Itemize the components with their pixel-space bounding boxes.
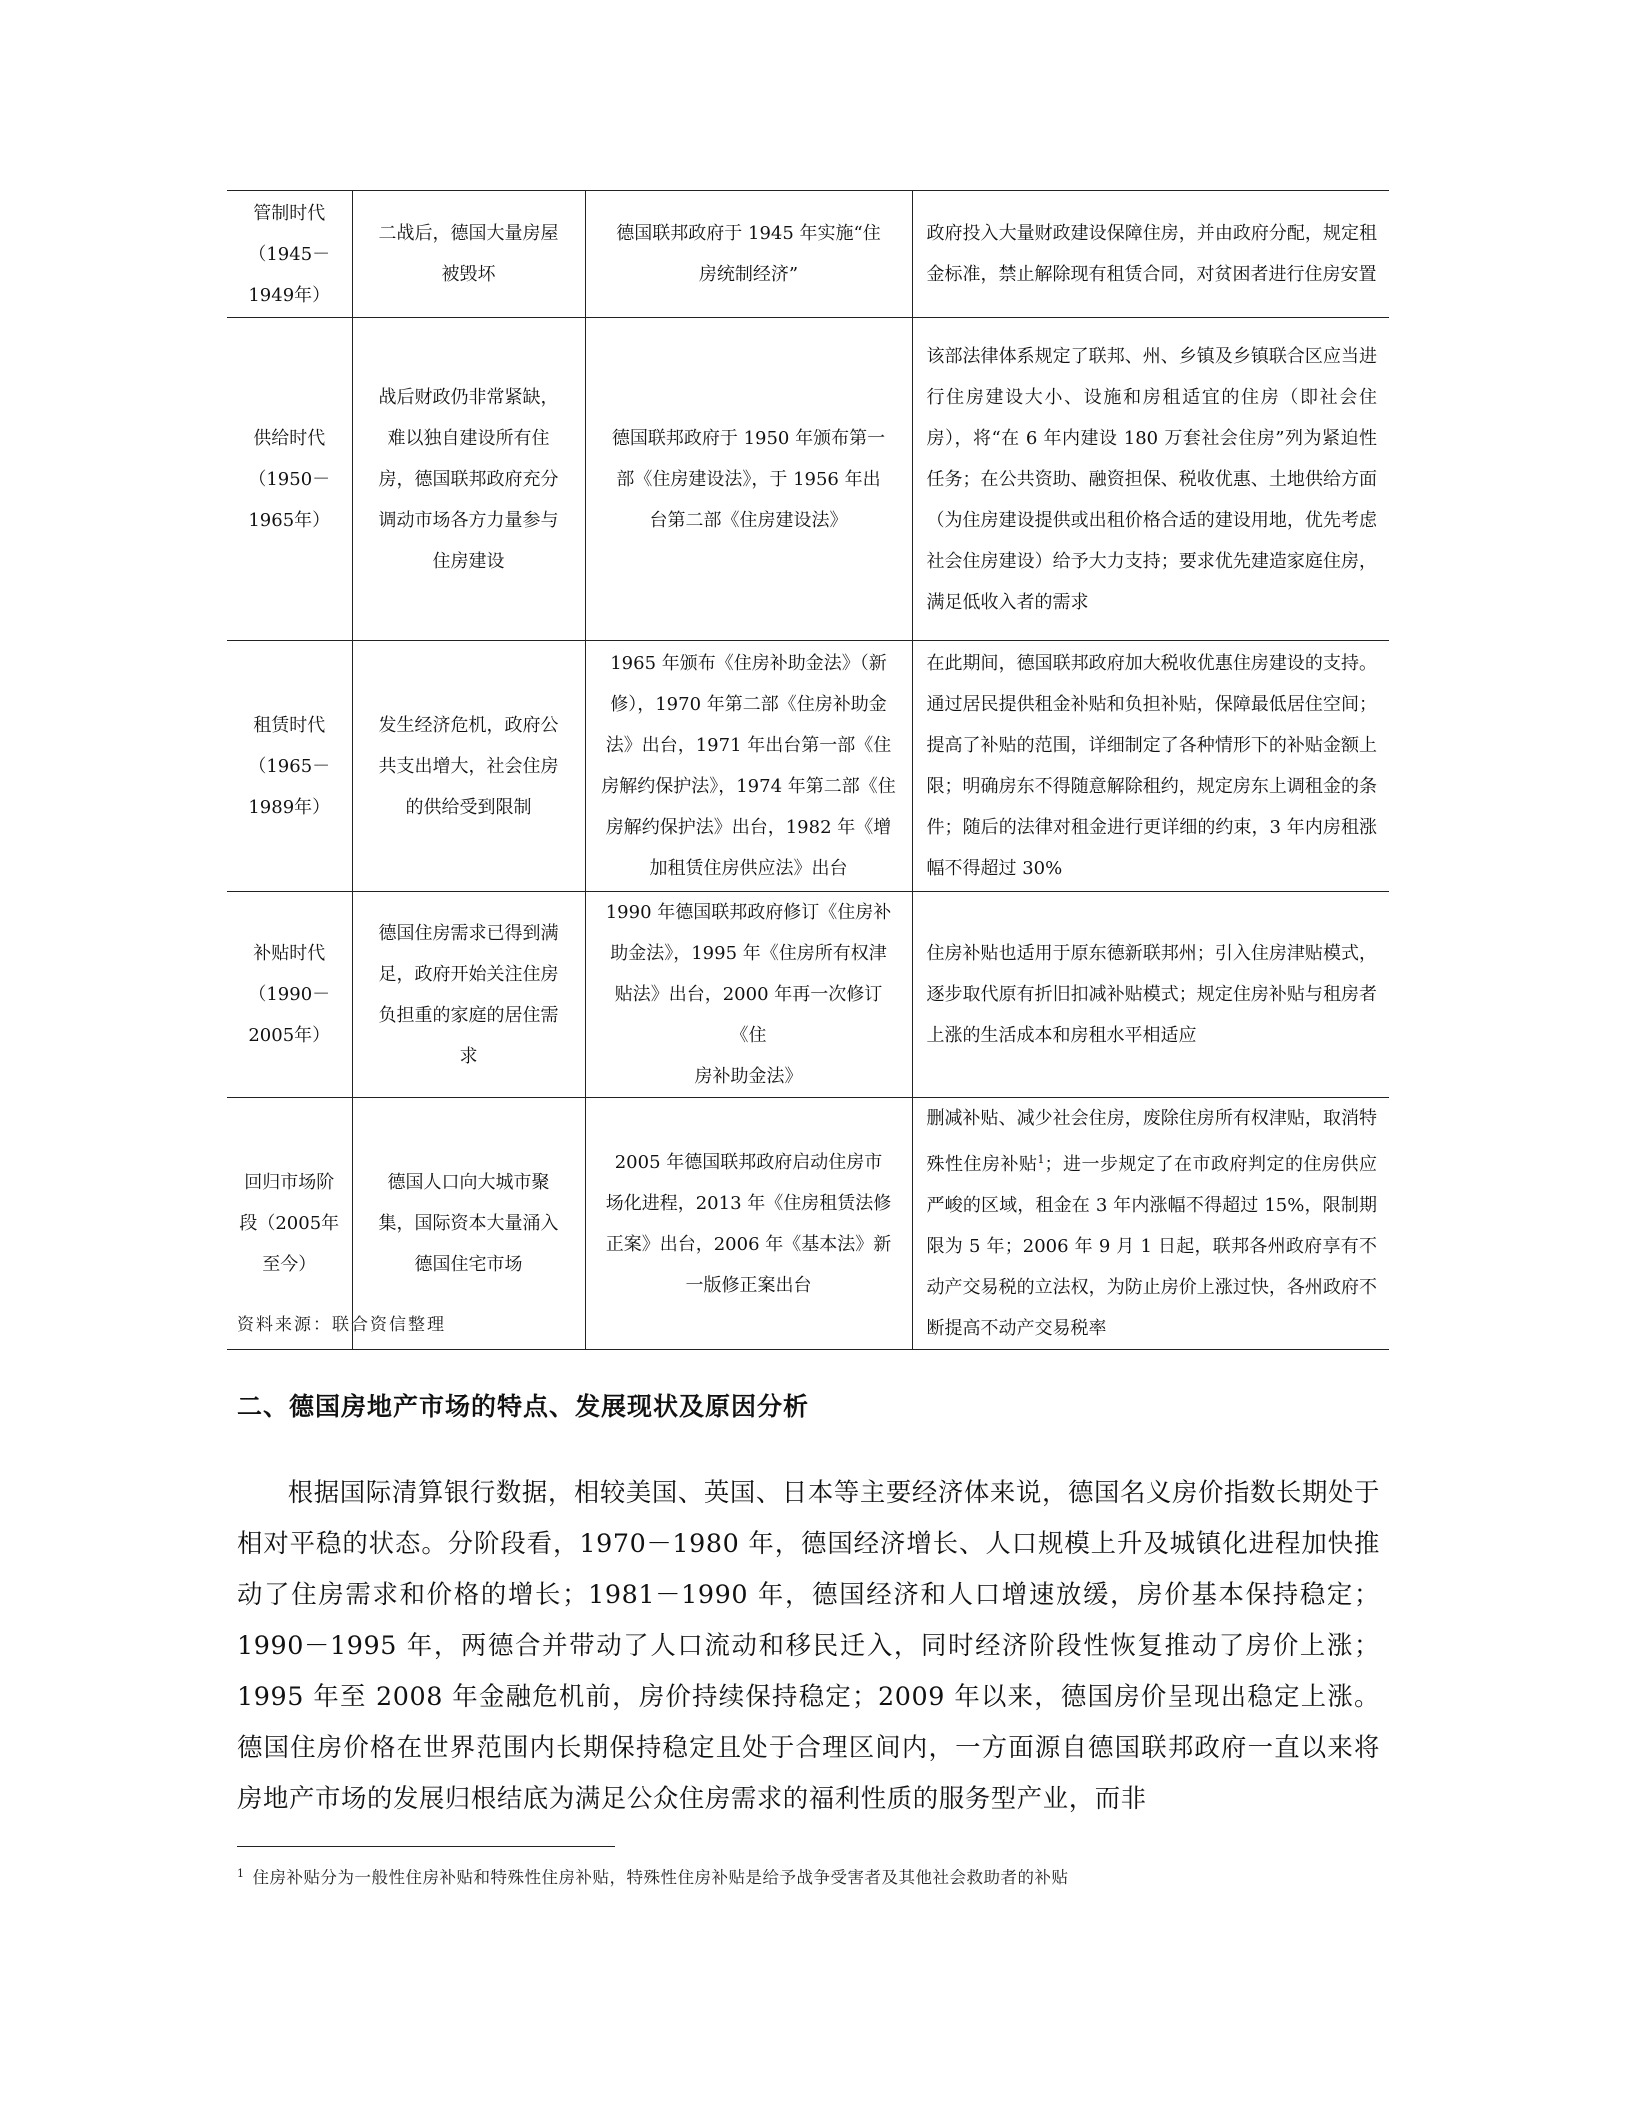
- content-text-part1: 删减补贴、减少社会住房，废除住房所有权津贴，取消特殊性住房补贴: [926, 1108, 1377, 1175]
- background-text: 二战后，德国大量房屋 被毁坏: [378, 223, 559, 285]
- period-cell: [227, 318, 352, 641]
- background-text: 德国住房需求已得到满 足，政府开始关注住房 负担重的家庭的居住需 求: [378, 922, 559, 1067]
- law-text: 德国联邦政府于 1945 年实施“住 房统制经济”: [616, 223, 881, 285]
- period-text: 补贴时代 （1990－ 2005年）: [248, 943, 331, 1046]
- footnote: [237, 1864, 1069, 1888]
- law-cell: [585, 641, 912, 892]
- period-text: 管制时代 （1945－ 1949年）: [248, 202, 331, 306]
- background-cell: [352, 191, 585, 318]
- footnote-reference[interactable]: 1: [1037, 1153, 1045, 1166]
- content-text: 在此期间，德国联邦政府加大税收优惠住房建设的支持。通过居民提供租金补贴和负担补贴，保障最低居住空间；提高了补贴的范围，详细制定了各种情形下的补贴金额上限；明确房东不得随意解除租约，规定房东上调租金的条件；随后的法律对租金进行更详细的约束，3 年内房租涨幅不得超过 30%: [926, 653, 1377, 879]
- period-text: 回归市场阶 段（2005年 至今）: [239, 1172, 340, 1275]
- content-cell: [912, 641, 1389, 892]
- period-text: 供给时代 （1950－ 1965年）: [248, 427, 331, 531]
- period-cell: [227, 892, 352, 1098]
- table-row: [227, 318, 1389, 641]
- content-text: 政府投入大量财政建设保障住房，并由政府分配，规定租金标准，禁止解除现有租赁合同，对贫困者进行住房安置: [926, 223, 1377, 285]
- background-text: 发生经济危机，政府公 共支出增大，社会住房 的供给受到限制: [378, 714, 559, 818]
- footnote-marker: 1: [237, 1866, 245, 1880]
- content-text-part2: ；进一步规定了在市政府判定的住房供应严峻的区域，租金在 3 年内涨幅不得超过 15%，限制期限为 5 年；2006 年 9 月 1 日起，联邦各州政府享有不动产交易税的立法权，为防止房价上涨过快，各州政府不断提高不动产交易税率: [926, 1154, 1377, 1339]
- table-row: [227, 641, 1389, 892]
- body-paragraph: 根据国际清算银行数据，相较美国、英国、日本等主要经济体来说，德国名义房价指数长期处于相对平稳的状态。分阶段看，1970－1980 年，德国经济增长、人口规模上升及城镇化进程加快推动了住房需求和价格的增长；1981－1990 年，德国经济和人口增速放缓，房价基本保持稳定；1990－1995 年，两德合并带动了人口流动和移民迁入，同时经济阶段性恢复推动了房价上涨；1995 年至 2008 年金融危机前，房价持续保持稳定；2009 年以来，德国房价呈现出稳定上涨。德国住房价格在世界范围内长期保持稳定且处于合理区间内，一方面源自德国联邦政府一直以来将房地产市场的发展归根结底为满足公众住房需求的福利性质的服务型产业，而非: [237, 1477, 1380, 1813]
- content-text: 该部法律体系规定了联邦、州、乡镇及乡镇联合区应当进行住房建设大小、设施和房租适宜的住房（即社会住房），将“在 6 年内建设 180 万套社会住房”列为紧迫性任务；在公共资助、融资担保、税收优惠、土地供给方面（为住房建设提供或出租价格合适的建设用地，优先考虑社会住房建设）给予大力支持；要求优先建造家庭住房，满足低收入者的需求: [926, 345, 1377, 613]
- table-row: [227, 892, 1389, 1098]
- law-cell: [585, 191, 912, 318]
- background-text: 德国人口向大城市聚 集，国际资本大量涌入 德国住宅市场: [378, 1172, 559, 1275]
- section-title: 二、德国房地产市场的特点、发展现状及原因分析: [237, 1392, 810, 1421]
- background-text: 战后财政仍非常紧缺， 难以独自建设所有住 房，德国联邦政府充分 调动市场各方力量参与 住房建设: [378, 386, 559, 572]
- law-text: 德国联邦政府于 1950 年颁布第一 部《住房建设法》，于 1956 年出 台第二部《住房建设法》: [611, 427, 886, 531]
- background-cell: [352, 318, 585, 641]
- period-cell: [227, 641, 352, 892]
- law-cell: [585, 318, 912, 641]
- period-cell: [227, 191, 352, 318]
- content-cell: [912, 318, 1389, 641]
- source-note: 资料来源：联合资信整理: [237, 1315, 446, 1335]
- table-row: [227, 191, 1389, 318]
- footnote-divider: [237, 1846, 615, 1847]
- content-cell: [912, 892, 1389, 1098]
- background-cell: [352, 641, 585, 892]
- period-text: 租赁时代 （1965－ 1989年）: [248, 714, 331, 818]
- law-cell: [585, 892, 912, 1098]
- law-cell: [585, 1098, 912, 1350]
- content-text: [927, 1098, 1378, 1349]
- footnote-text: 住房补贴分为一般性住房补贴和特殊性住房补贴，特殊性住房补贴是给予战争受害者及其他社会救助者的补贴: [252, 1868, 1069, 1887]
- law-text: 1965 年颁布《住房补助金法》（新 修），1970 年第二部《住房补助金 法》出台，1971 年出台第一部《住 房解约保护法》，1974 年第二部《住 房解约保护法》出台，1982 年《增 加租赁住房供应法》出台: [601, 653, 896, 879]
- law-text: 2005 年德国联邦政府启动住房市 场化进程，2013 年《住房租赁法修 正案》出台，2006 年《基本法》新 一版修正案出台: [605, 1151, 892, 1296]
- content-text: 住房补贴也适用于原东德新联邦州；引入住房津贴模式，逐步取代原有折旧扣减补贴模式；规定住房补贴与租房者上涨的生活成本和房租水平相适应: [926, 943, 1377, 1046]
- law-text: 1990 年德国联邦政府修订《住房补 助金法》，1995 年《住房所有权津 贴法》出台，2000 年再一次修订《住 房补助金法》: [605, 902, 892, 1087]
- content-cell: [912, 1098, 1389, 1350]
- housing-policy-table: [227, 190, 1389, 1350]
- content-cell: [912, 191, 1389, 318]
- background-cell: [352, 892, 585, 1098]
